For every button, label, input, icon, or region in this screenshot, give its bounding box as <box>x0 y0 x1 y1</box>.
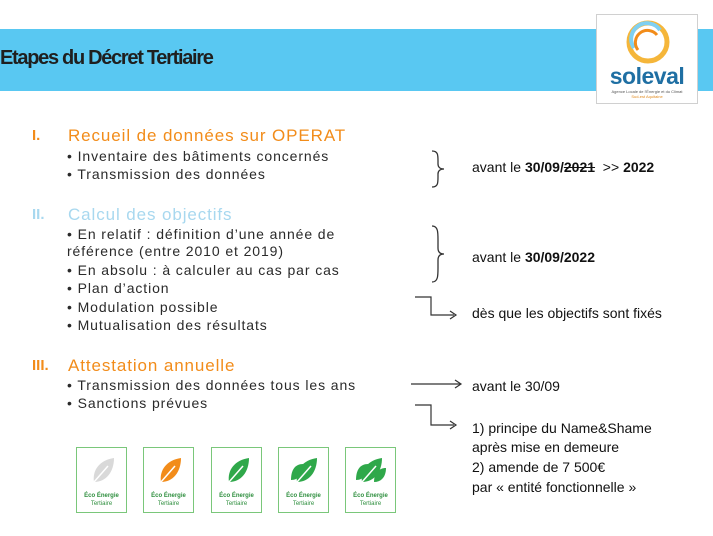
section-2-title: Calcul des objectifs <box>68 205 233 224</box>
badge-sublabel: Tertiaire <box>90 501 113 507</box>
badge-label: Éco Énergie <box>151 493 186 499</box>
brace-icon <box>428 224 448 284</box>
note-prefix: avant le <box>472 159 525 175</box>
deadline-note-2 <box>472 249 595 265</box>
leaf-icon <box>225 456 251 484</box>
section-3-title: Attestation annuelle <box>68 356 236 375</box>
sanction-line: après mise en demeure <box>472 439 620 455</box>
deadline-note-4: avant le 30/09 <box>472 378 560 394</box>
deadline-note-3: dès que les objectifs sont fixés <box>472 305 662 321</box>
badge-label: Éco Énergie <box>286 493 321 499</box>
badge-sublabel: Tertiaire <box>292 501 315 507</box>
brace-icon <box>428 149 448 189</box>
eco-energie-badge <box>345 447 396 513</box>
sanction-line: par « entité fonctionnelle » <box>472 479 637 495</box>
section-3-bullet: • Sanctions prévues <box>67 395 209 411</box>
note-prefix: avant le <box>472 249 525 265</box>
note-date: 30/09/ <box>524 159 564 175</box>
note-separator: >> <box>595 159 624 175</box>
badge-sublabel: Tertiaire <box>359 501 382 507</box>
leaf-icon <box>157 456 183 484</box>
elbow-arrow-icon <box>414 295 464 321</box>
section-3-numeral: III. <box>32 357 49 374</box>
section-1-bullet: • Inventaire des bâtiments concernés <box>67 148 330 164</box>
sun-logo-icon <box>626 20 670 64</box>
section-3-bullet: • Transmission des données tous les ans <box>67 377 357 393</box>
section-2-bullet: • En relatif : définition d’une année de <box>67 226 336 242</box>
leaf-icon <box>90 456 116 484</box>
note-date: 30/09/2022 <box>524 249 596 265</box>
eco-energie-badge <box>76 447 127 513</box>
sanction-line: 1) principe du Name&Shame <box>472 420 652 436</box>
note-new-year: 2022 <box>623 159 655 175</box>
section-2-bullet: • Plan d’action <box>67 280 170 296</box>
section-2-numeral: II. <box>32 206 45 223</box>
section-1-numeral: I. <box>32 127 41 144</box>
section-1-title: Recueil de données sur OPERAT <box>68 126 347 145</box>
section-2-bullet: • Mutualisation des résultats <box>67 317 268 333</box>
badge-label: Éco Énergie <box>84 493 119 499</box>
eco-energie-badge <box>211 447 262 513</box>
leaf-icon <box>289 456 319 484</box>
sanction-line: 2) amende de 7 500€ <box>472 459 606 475</box>
section-2-bullet: • Modulation possible <box>67 299 219 315</box>
soleval-logo <box>596 14 698 104</box>
logo-tagline-2: Sud-est Aquitaine <box>631 94 663 99</box>
eco-energie-badge <box>143 447 194 513</box>
eco-energie-badge <box>278 447 329 513</box>
badge-label: Éco Énergie <box>353 493 388 499</box>
elbow-arrow-icon <box>414 403 464 431</box>
section-2-bullet: • En absolu : à calculer au cas par cas <box>67 262 340 278</box>
badge-sublabel: Tertiaire <box>157 501 180 507</box>
note-struck-year: 2021 <box>563 159 596 175</box>
badge-label: Éco Énergie <box>219 493 254 499</box>
logo-tagline: Agence Locale de l'Énergie et du Climat <box>611 89 683 94</box>
badge-sublabel: Tertiaire <box>225 501 248 507</box>
section-1-bullet: • Transmission des données <box>67 166 266 182</box>
logo-wordmark: soleval <box>609 63 685 89</box>
arrow-right-icon <box>410 378 465 390</box>
deadline-note-1 <box>472 159 654 175</box>
slide-title: Etapes du Décret Tertiaire <box>0 47 213 69</box>
leaf-icon <box>354 456 388 484</box>
section-2-bullet: référence (entre 2010 et 2019) <box>67 243 284 259</box>
